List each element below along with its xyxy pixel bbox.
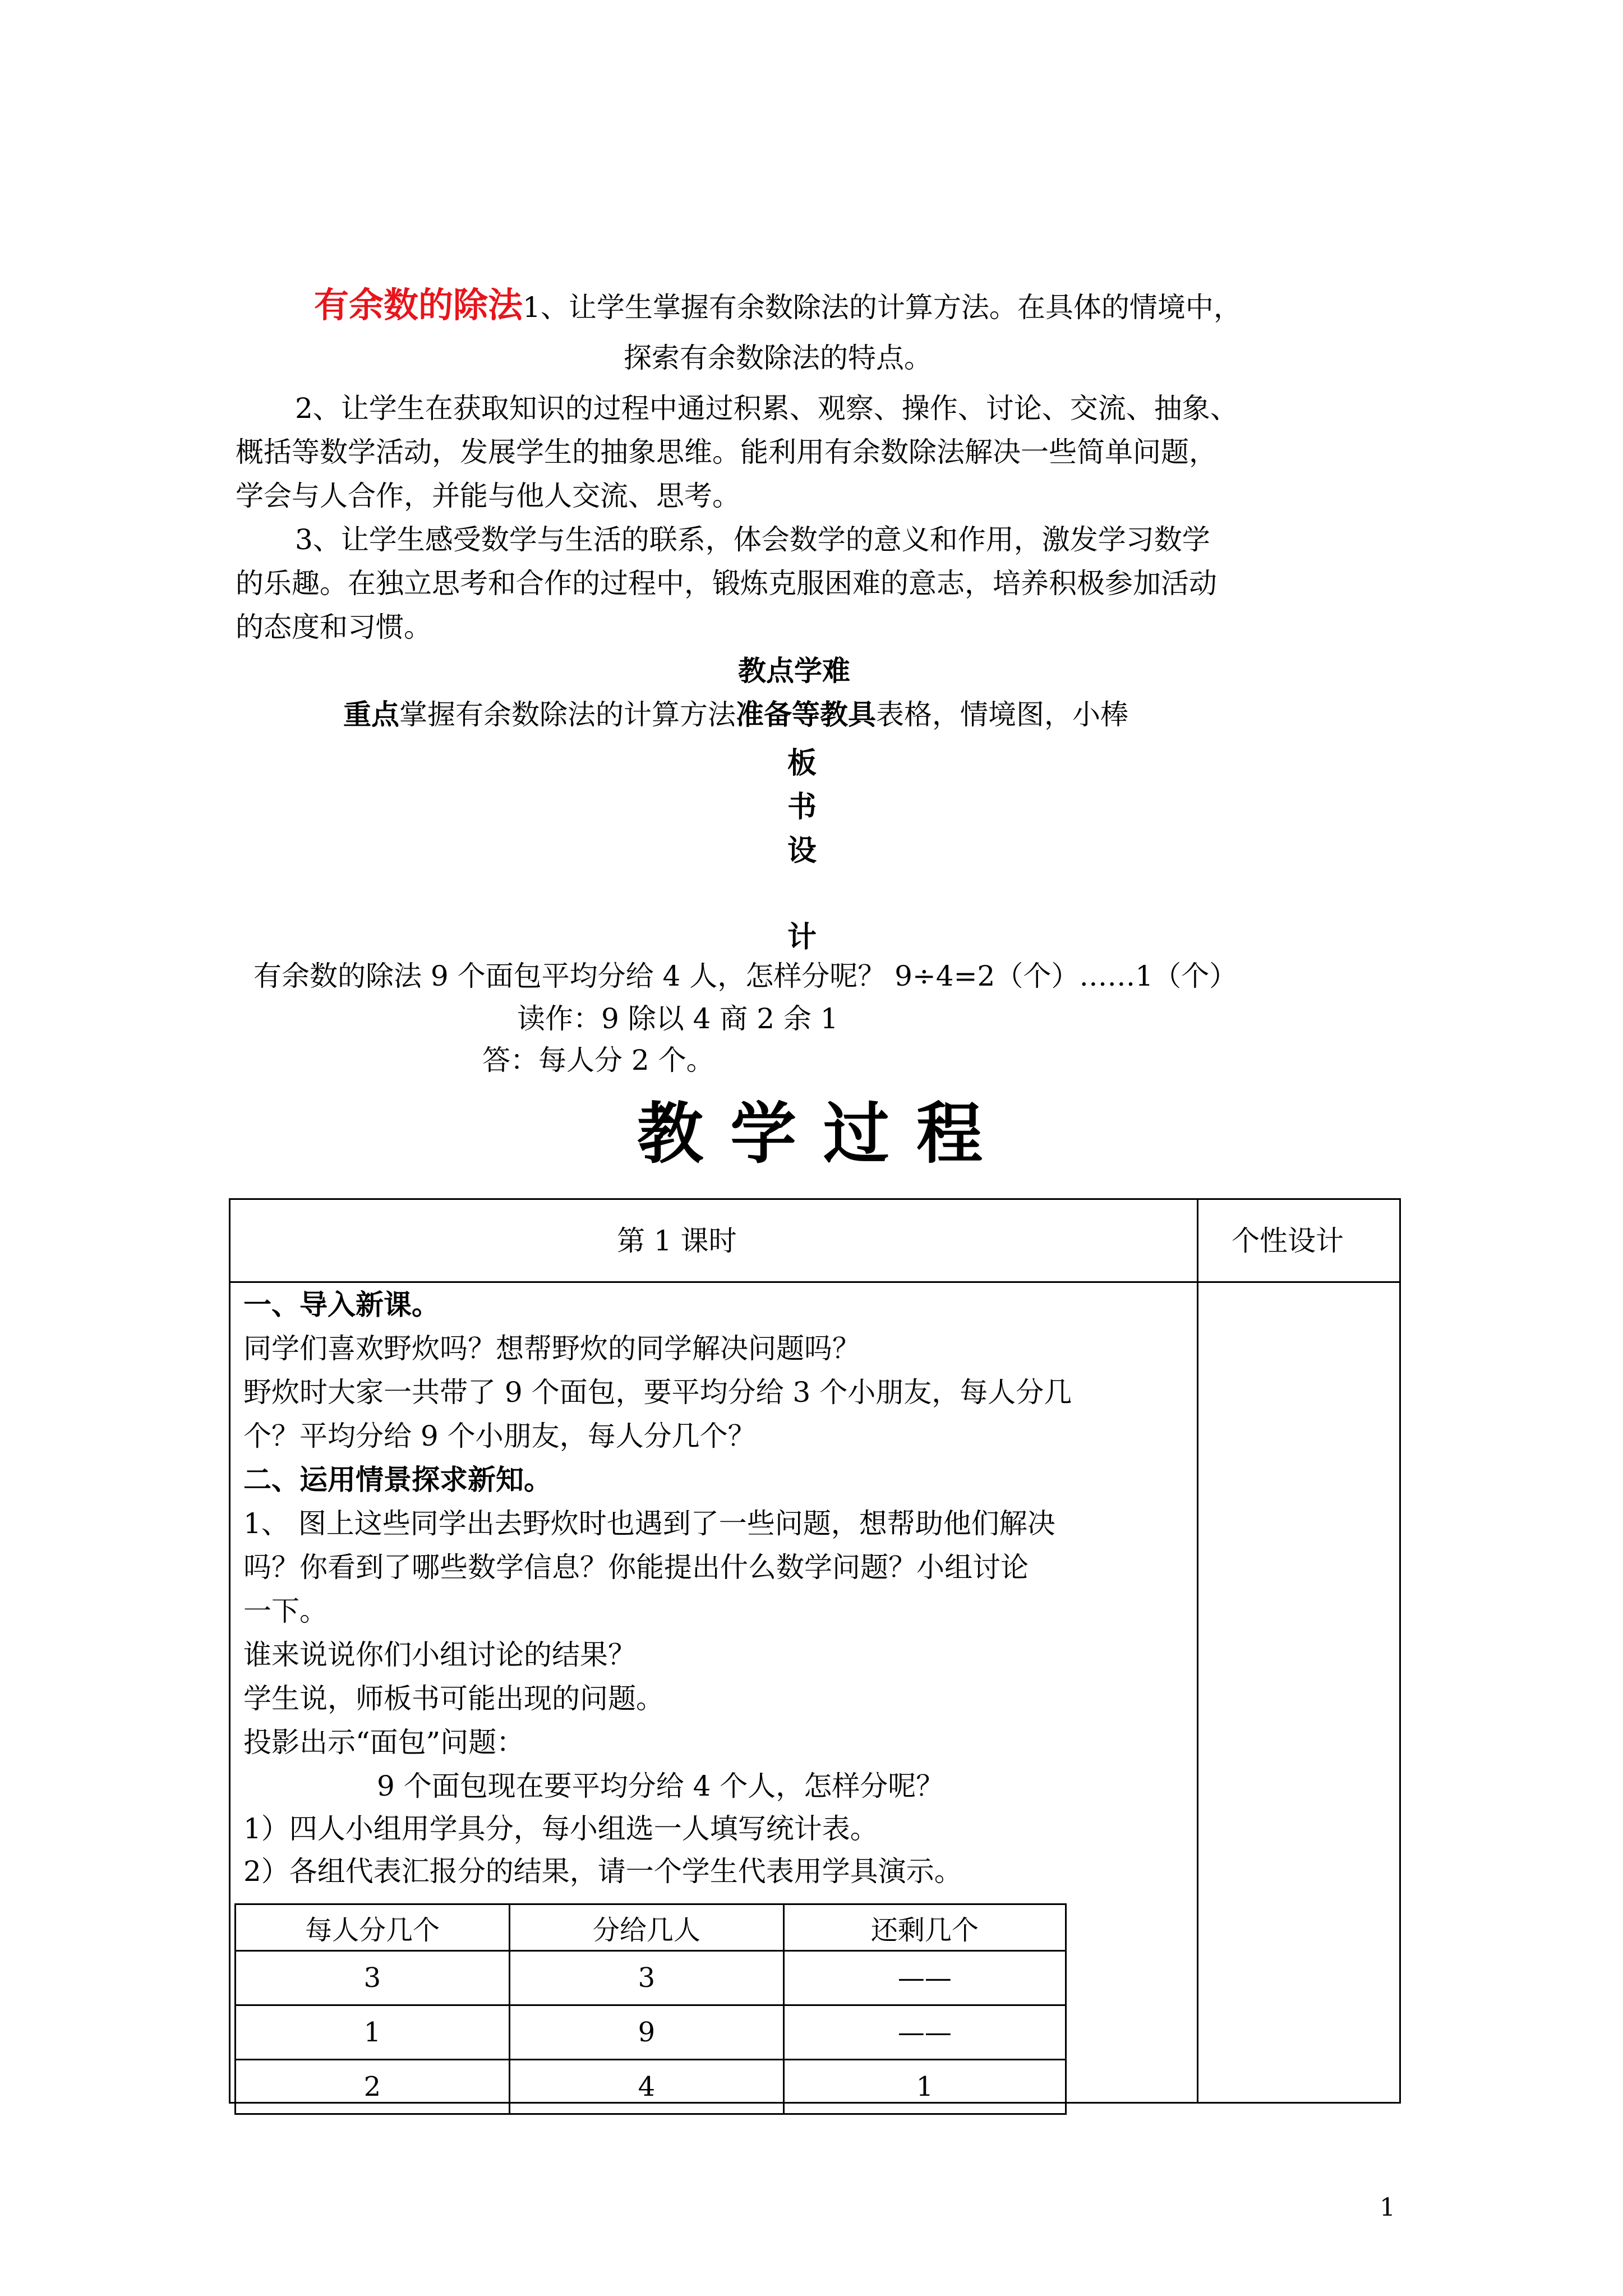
board-line-1: 有余数的除法 9 个面包平均分给 4 人，怎样分呢？ 9÷4=2（个）……1（个） [253, 960, 1238, 992]
board-line-2: 读作：9 除以 4 商 2 余 1 [517, 1002, 838, 1035]
key-points-line [343, 697, 1128, 733]
section-2-line-2: 吗？你看到了哪些数学信息？你能提出什么数学问题？小组讨论 [243, 1551, 1029, 1584]
key-label: 重点 [343, 698, 399, 731]
section-1-line-3: 个？平均分给 9 个小朋友，每人分几个？ [243, 1420, 756, 1452]
table-cell: —— [783, 2005, 1066, 2060]
board-char-2: 书 [787, 790, 817, 824]
table-cell: 3 [236, 1951, 510, 2005]
step-1: 1）四人小组用学具分，每小组选一人填写统计表。 [243, 1812, 878, 1845]
table-header-row [236, 1904, 1066, 1951]
distribution-table [234, 1903, 1067, 2115]
section-2-line-6: 投影出示“面包”问题： [243, 1726, 525, 1759]
objective-2-line-3: 学会与人合作，并能与他人交流、思考。 [236, 480, 740, 512]
objective-3-line-3: 的态度和习惯。 [236, 611, 432, 643]
table-cell: 4 [509, 2060, 783, 2114]
table-row [236, 1951, 1066, 2005]
objective-1a: 1、让学生掌握有余数除法的计算方法。在具体的情境中， [523, 291, 1242, 324]
section-1-title: 一、导入新课。 [243, 1288, 440, 1321]
objective-3-line-2: 的乐趣。在独立思考和合作的过程中，锻炼克服困难的意志，培养积极参加活动 [236, 567, 1217, 600]
table-cell: 1 [236, 2005, 510, 2060]
table-cell: 1 [783, 2060, 1066, 2114]
table-cell: 9 [509, 2005, 783, 2060]
objective-3-line-1: 3、让学生感受数学与生活的联系，体会数学的意义和作用，激发学习数学 [295, 523, 1210, 556]
section-2-line-1: 1、 图上这些同学出去野炊时也遇到了一些问题，想帮助他们解决 [243, 1507, 1055, 1540]
table-row [236, 2060, 1066, 2114]
tools-text: 表格，情境图，小棒 [876, 698, 1128, 731]
table-cell: 3 [509, 1951, 783, 2005]
process-title: 教学过程 [637, 1094, 1010, 1172]
table-cell: —— [783, 1951, 1066, 2005]
problem-line: 9 个面包现在要平均分给 4 个人，怎样分呢？ [377, 1770, 944, 1802]
objective-line-1 [314, 284, 1242, 325]
section-1-line-2: 野炊时大家一共带了 9 个面包，要平均分给 3 个小朋友，每人分几 [243, 1376, 1072, 1409]
header-divider [229, 1281, 1401, 1283]
key-text: 掌握有余数除法的计算方法 [399, 698, 736, 731]
key-points-heading: 教点学难 [738, 654, 850, 687]
column-divider [1197, 1198, 1198, 2104]
lesson-header-right: 个性设计 [1232, 1225, 1344, 1257]
objective-2-line-1: 2、让学生在获取知识的过程中通过积累、观察、操作、讨论、交流、抽象、 [295, 392, 1238, 425]
lesson-title: 有余数的除法 [314, 284, 523, 325]
section-2-line-3: 一下。 [243, 1595, 328, 1627]
page-number: 1 [1380, 2193, 1395, 2222]
table-header-remainder: 还剩几个 [783, 1904, 1066, 1951]
section-1-line-1: 同学们喜欢野炊吗？想帮野炊的同学解决问题吗？ [243, 1332, 860, 1365]
table-header-people: 分给几人 [509, 1904, 783, 1951]
section-2-line-5: 学生说，师板书可能出现的问题。 [243, 1682, 664, 1715]
objective-1b: 探索有余数除法的特点。 [624, 342, 932, 374]
board-line-3: 答：每人分 2 个。 [482, 1044, 714, 1076]
step-2: 2）各组代表汇报分的结果，请一个学生代表用学具演示。 [243, 1855, 962, 1888]
board-char-3: 设 [787, 834, 817, 868]
section-2-line-4: 谁来说说你们小组讨论的结果？ [243, 1639, 636, 1671]
tools-label: 准备等教具 [736, 698, 876, 731]
board-char-4: 计 [787, 920, 817, 954]
section-2-title: 二、运用情景探求新知。 [243, 1463, 552, 1496]
table-cell: 2 [236, 2060, 510, 2114]
table-row [236, 2005, 1066, 2060]
objective-2-line-2: 概括等数学活动，发展学生的抽象思维。能利用有余数除法解决一些简单问题， [236, 436, 1217, 468]
table-header-per-person: 每人分几个 [236, 1904, 510, 1951]
lesson-header-left: 第 1 课时 [617, 1225, 737, 1257]
board-char-1: 板 [787, 746, 817, 780]
